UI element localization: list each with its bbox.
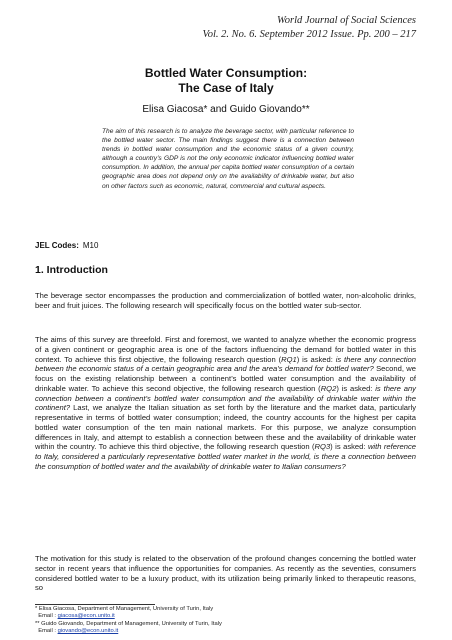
footnote-1-email-line [35,613,416,620]
footnote-1: * Elisa Giacosa, Department of Management, University of Turin, Italy [35,606,214,612]
footnote-2: ** Guido Giovando, Department of Management, University of Turin, Italy [35,620,222,627]
paragraph-2 [35,335,416,472]
paper-title-line1: Bottled Water Consumption: [144,66,308,80]
p2-text-3: Second, we focus on the existing relationship between a continent’s bottled water consumption and the availability of drinkable water. To achieve this second objective, the following research question ( [35,364,416,393]
research-question-2: is there any connection between a continent’s bottled water consumption and the availability of drinkable water within the continent? [35,383,416,413]
paper-title [0,66,452,96]
authors: Elisa Giacosa* and Guido Giovando** [142,104,310,115]
research-question-3: with reference to Italy, considered a particularly representative bottled water market in the world, is there a connection between the consumption of bottled water and the availability of drinkable water to Italian consumers? [35,442,416,471]
footnotes [35,606,416,636]
journal-name: World Journal of Social Sciences [276,15,416,26]
jel-value: M10 [82,241,99,250]
abstract: The aim of this research is to analyze the beverage sector, with particular reference to the bottled water sector. The main findings suggest there is a connection between trends in bottled water consumption and the economic status of a given country, although a country’s GDP is not the only economic indicator influencing bottled water consumption. In addition, the annual per capita bottled water consumption of a certain geographic area does not depend only on the availability of drinkable water, but also on other factors such as economic, natural, commercial and cultural aspects. [102,128,354,190]
footnote-2-email-link[interactable]: giovando@econ.unito.it [57,628,119,635]
research-question-3-label: RQ3 [314,442,331,452]
footnote-divider [35,604,155,605]
section-heading: 1. Introduction [35,264,108,276]
p2-text-5: Last, we analyze the Italian situation as set forth by the literature and the market data, particularly representative in terms of bottled water consumption; indeed, the country accounts for the highest per capita bottled water consumption of the ten main national markets. For this purpose, we analyze consumption differences in Italy, and attempt to establish a connection between these and the availability of drinkable water within the country. To achieve this third objective, the following research question ( [35,403,416,452]
footnote-1-email-link[interactable]: giacosa@econ.unito.it [57,613,115,620]
paragraph-1: The beverage sector encompasses the production and commercialization of bottled water, non-alcoholic drinks, beer and fruit juices. The following research will specifically focus on the bottled water sub-sector. [35,291,416,310]
jel-label: JEL Codes: [35,241,79,250]
footnote-2-email-label: Email : [38,628,58,635]
p2-text-4: ) is asked: [336,383,376,393]
footnote-2-email-line [35,628,416,635]
jel-codes [35,241,98,250]
paper-title-line2: The Case of Italy [178,81,274,95]
footnote-1-email-label: Email : [38,613,58,620]
paragraph-3: The motivation for this study is related to the observation of the profound changes concerning the bottled water sector in recent years that influence the opportunities for companies. As recently as the seventies, consumers considered bottled water to be a luxury product, with its utilization being primarily linked to therapeutic reasons, so [35,554,416,593]
p2-text-6: ) is asked: [330,442,368,452]
research-question-1: is there any connection between the economic status of a certain geographic area and the area’s demand for bottled water? [35,354,417,374]
p2-text-2: ) is asked: [296,354,336,364]
research-question-1-label: RQ1 [281,354,297,364]
journal-header [203,14,416,42]
journal-issue: Vol. 2. No. 6. September 2012 Issue. Pp. 200 – 217 [202,29,416,40]
research-question-2-label: RQ2 [320,383,337,393]
p2-text-1: The aims of this survey are threefold. First and foremost, we wanted to analyze whether the economic progress of a given continent or geographic area is one of the factors influencing the demand for bottled water in this context. To achieve this first objective, the following research question ( [35,335,416,364]
